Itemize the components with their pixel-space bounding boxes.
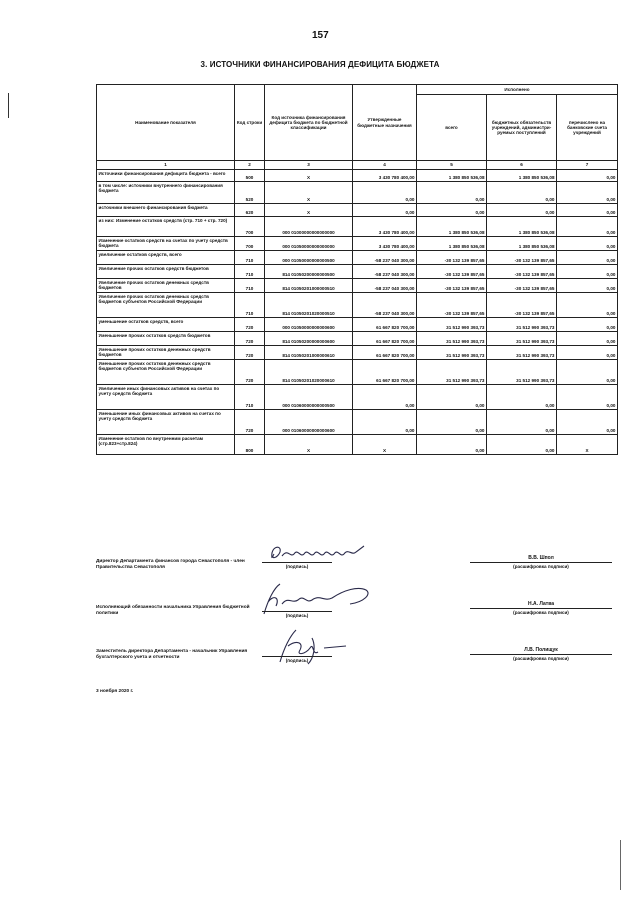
column-number: 7: [557, 161, 618, 170]
row-executed-total: 0,00: [417, 410, 487, 435]
row-executed-transfer: 0,00: [557, 279, 618, 293]
row-name: Увеличение прочих остатков денежных средств бюджетов субъектов Российской Федерации: [97, 293, 235, 318]
row-executed-institutions: 0,00: [487, 204, 557, 217]
row-name: Уменьшение прочих остатков денежных средств бюджетов: [97, 346, 235, 360]
row-code: 500: [235, 170, 265, 182]
table-row: [97, 217, 618, 237]
row-executed-transfer: 0,00: [557, 360, 618, 385]
table-row: [97, 251, 618, 265]
row-executed-transfer: 0,00: [557, 182, 618, 204]
row-source-code: 814 01050200000000500: [265, 265, 353, 279]
table-row: [97, 346, 618, 360]
row-name: в том числе: источники внутреннего финансирования бюджета: [97, 182, 235, 204]
row-source-code: 000 01060000000000500: [265, 385, 353, 410]
row-executed-institutions: 0,00: [487, 385, 557, 410]
table-row: [97, 410, 618, 435]
row-executed-total: 0,00: [417, 385, 487, 410]
row-source-code: X: [265, 204, 353, 217]
row-approved: -58 237 040 300,00: [353, 251, 417, 265]
row-code: 720: [235, 332, 265, 346]
row-code: 720: [235, 346, 265, 360]
row-executed-total: -30 132 139 857,65: [417, 265, 487, 279]
row-approved: 61 667 820 700,00: [353, 346, 417, 360]
name-line-3: [470, 654, 612, 655]
row-executed-transfer: 0,00: [557, 251, 618, 265]
report-date: 3 ноября 2020 г.: [96, 689, 134, 694]
row-executed-institutions: 1 380 850 536,08: [487, 237, 557, 251]
row-executed-transfer: 0,00: [557, 265, 618, 279]
column-numbers-row: [97, 161, 618, 170]
table-row: [97, 265, 618, 279]
row-executed-institutions: -30 132 139 857,65: [487, 293, 557, 318]
margin-mark-right: [620, 840, 621, 890]
row-executed-institutions: 0,00: [487, 435, 557, 455]
table-row: [97, 279, 618, 293]
row-name: Уменьшение прочих остатков денежных средств бюджетов субъектов Российской Федерации: [97, 360, 235, 385]
row-executed-total: 1 380 850 536,08: [417, 170, 487, 182]
row-name: уменьшение остатков средств, всего: [97, 318, 235, 332]
row-approved: 61 667 820 700,00: [353, 360, 417, 385]
row-name: Изменение остатков по внутренним расчетам (стр.823+стр.824): [97, 435, 235, 455]
signatory-name-1: В.В. Шпол: [528, 555, 554, 561]
row-executed-institutions: -30 132 139 857,65: [487, 265, 557, 279]
signatory-name-3: Л.В. Полищук: [524, 647, 558, 653]
row-executed-total: 31 512 990 393,73: [417, 360, 487, 385]
row-source-code: 814 01050201020000610: [265, 360, 353, 385]
header-transfer: перечислено на банковские счета учреждений: [557, 95, 618, 161]
row-code: 710: [235, 251, 265, 265]
row-code: 720: [235, 410, 265, 435]
row-code: 520: [235, 182, 265, 204]
row-approved: 0,00: [353, 182, 417, 204]
row-approved: 61 667 820 700,00: [353, 318, 417, 332]
row-source-code: X: [265, 435, 353, 455]
row-name: увеличение остатков средств, всего: [97, 251, 235, 265]
row-executed-transfer: 0,00: [557, 204, 618, 217]
margin-mark: [8, 93, 9, 118]
row-code: 710: [235, 385, 265, 410]
header-source-code: Код источника финансирования дефицита бюджета по бюджетной классификации: [265, 85, 353, 161]
signature-caption-2: (подпись): [285, 613, 309, 618]
table-row: [97, 318, 618, 332]
row-executed-transfer: 0,00: [557, 332, 618, 346]
row-source-code: 000 01060000000000600: [265, 410, 353, 435]
table-row: [97, 182, 618, 204]
row-code: 700: [235, 237, 265, 251]
row-code: 710: [235, 265, 265, 279]
header-code: Код строки: [235, 85, 265, 161]
table-row: [97, 204, 618, 217]
column-number: 6: [487, 161, 557, 170]
row-source-code: X: [265, 182, 353, 204]
row-source-code: 814 01050200000000600: [265, 332, 353, 346]
signatory-position-2: Исполняющий обязанности начальника Управления бюджетной политики: [96, 605, 250, 616]
row-name: Изменение остатков средств на счетах по учету средств бюджета: [97, 237, 235, 251]
row-source-code: 000 01050000000000600: [265, 318, 353, 332]
page-number: 157: [312, 30, 329, 41]
row-executed-institutions: -30 132 139 857,65: [487, 251, 557, 265]
row-executed-institutions: 0,00: [487, 182, 557, 204]
column-number: 4: [353, 161, 417, 170]
row-executed-institutions: 31 512 990 393,73: [487, 318, 557, 332]
header-total: всего: [417, 95, 487, 161]
row-executed-transfer: 0,00: [557, 170, 618, 182]
row-executed-transfer: 0,00: [557, 318, 618, 332]
financing-sources-table: [96, 84, 618, 455]
signature-line-2: [262, 611, 332, 612]
table-row: [97, 360, 618, 385]
row-approved: 0,00: [353, 204, 417, 217]
row-executed-institutions: 0,00: [487, 410, 557, 435]
signature-caption-1: (подпись): [285, 564, 309, 569]
row-approved: 61 667 820 700,00: [353, 332, 417, 346]
row-executed-transfer: 0,00: [557, 293, 618, 318]
row-executed-transfer: 0,00: [557, 410, 618, 435]
row-approved: -58 237 040 300,00: [353, 279, 417, 293]
row-name: Увеличение прочих остатков денежных средств бюджетов: [97, 279, 235, 293]
row-source-code: 000 01050000000000500: [265, 251, 353, 265]
row-executed-transfer: X: [557, 435, 618, 455]
row-executed-total: 0,00: [417, 204, 487, 217]
row-executed-transfer: 0,00: [557, 385, 618, 410]
row-executed-institutions: -30 132 139 857,65: [487, 279, 557, 293]
row-approved: X: [353, 435, 417, 455]
row-code: 720: [235, 360, 265, 385]
signatory-position-1: Директор Департамента финансов города Севастополя - член Правительства Севастополя: [96, 559, 245, 570]
signatory-position-3: Заместитель директора Департамента - начальник Управления бухгалтерского учета и отчетности: [96, 649, 248, 660]
row-code: 800: [235, 435, 265, 455]
row-name: из них: Изменение остатков средств (стр. 710 + стр. 720): [97, 217, 235, 237]
row-approved: -58 237 040 300,00: [353, 293, 417, 318]
row-approved: 3 430 780 400,00: [353, 217, 417, 237]
row-source-code: 000 01000000000000000: [265, 217, 353, 237]
signature-line-3: [262, 656, 332, 657]
row-executed-transfer: 0,00: [557, 237, 618, 251]
row-executed-total: 1 380 850 536,08: [417, 237, 487, 251]
name-caption-1: (расшифровка подписи): [513, 564, 569, 569]
table-row: [97, 170, 618, 182]
row-executed-institutions: 31 512 990 393,73: [487, 332, 557, 346]
name-caption-3: (расшифровка подписи): [513, 656, 569, 661]
row-approved: 0,00: [353, 410, 417, 435]
table-row: [97, 293, 618, 318]
row-executed-total: -30 132 139 857,65: [417, 251, 487, 265]
row-executed-total: 1 380 850 536,08: [417, 217, 487, 237]
table-row: [97, 435, 618, 455]
row-name: Уменьшение прочих остатков средств бюджетов: [97, 332, 235, 346]
row-executed-institutions: 31 512 990 393,73: [487, 360, 557, 385]
row-executed-total: 0,00: [417, 435, 487, 455]
row-source-code: 814 01050201000000610: [265, 346, 353, 360]
row-executed-institutions: 1 380 850 536,08: [487, 217, 557, 237]
row-approved: 3 430 780 400,00: [353, 170, 417, 182]
row-code: 720: [235, 318, 265, 332]
column-number: 1: [97, 161, 235, 170]
name-line-1: [470, 562, 612, 563]
row-executed-total: 31 512 990 393,73: [417, 346, 487, 360]
row-name: Уменьшение иных финансовых активов на счетах по учету средств бюджета: [97, 410, 235, 435]
signature-caption-3: (подпись): [285, 658, 309, 663]
row-executed-total: 31 512 990 393,73: [417, 318, 487, 332]
row-executed-institutions: 31 512 990 393,73: [487, 346, 557, 360]
row-executed-total: -30 132 139 857,65: [417, 293, 487, 318]
row-approved: 3 430 780 400,00: [353, 237, 417, 251]
row-source-code: X: [265, 170, 353, 182]
section-title: 3. ИСТОЧНИКИ ФИНАНСИРОВАНИЯ ДЕФИЦИТА БЮДЖЕТА: [200, 60, 440, 69]
row-executed-total: 31 512 990 393,73: [417, 332, 487, 346]
signatory-name-2: Н.А. Латва: [527, 601, 555, 607]
row-executed-transfer: 0,00: [557, 217, 618, 237]
row-name: Источники финансирования дефицита бюджета - всего: [97, 170, 235, 182]
row-name: Увеличение иных финансовых активов на счетах по учету средств бюджета: [97, 385, 235, 410]
row-executed-total: -30 132 139 857,65: [417, 279, 487, 293]
header-name: Наименование показателя: [97, 85, 235, 161]
row-source-code: 814 01050201020000510: [265, 293, 353, 318]
signature-line-1: [262, 562, 332, 563]
table-row: [97, 237, 618, 251]
row-code: 700: [235, 217, 265, 237]
column-number: 2: [235, 161, 265, 170]
header-approved: Утвержденные бюджетные назначения: [353, 85, 417, 161]
header-institutions: бюджетных обязательств учреждений, администри-руемых поступлений: [487, 95, 557, 161]
row-name: источники внешнего финансирования бюджета: [97, 204, 235, 217]
name-caption-2: (расшифровка подписи): [513, 610, 569, 615]
row-source-code: 814 01050201000000510: [265, 279, 353, 293]
row-executed-institutions: 1 380 850 536,08: [487, 170, 557, 182]
table-row: [97, 385, 618, 410]
row-source-code: 000 01050000000000000: [265, 237, 353, 251]
row-code: 710: [235, 279, 265, 293]
row-executed-transfer: 0,00: [557, 346, 618, 360]
table-row: [97, 332, 618, 346]
row-executed-total: 0,00: [417, 182, 487, 204]
header-executed: Исполнено: [417, 85, 618, 95]
row-code: 710: [235, 293, 265, 318]
column-number: 3: [265, 161, 353, 170]
name-line-2: [470, 608, 612, 609]
row-approved: 0,00: [353, 385, 417, 410]
column-number: 5: [417, 161, 487, 170]
row-approved: -58 237 040 300,00: [353, 265, 417, 279]
row-code: 620: [235, 204, 265, 217]
row-name: Увеличение прочих остатков средств бюджетов: [97, 265, 235, 279]
table-body: [97, 161, 618, 455]
